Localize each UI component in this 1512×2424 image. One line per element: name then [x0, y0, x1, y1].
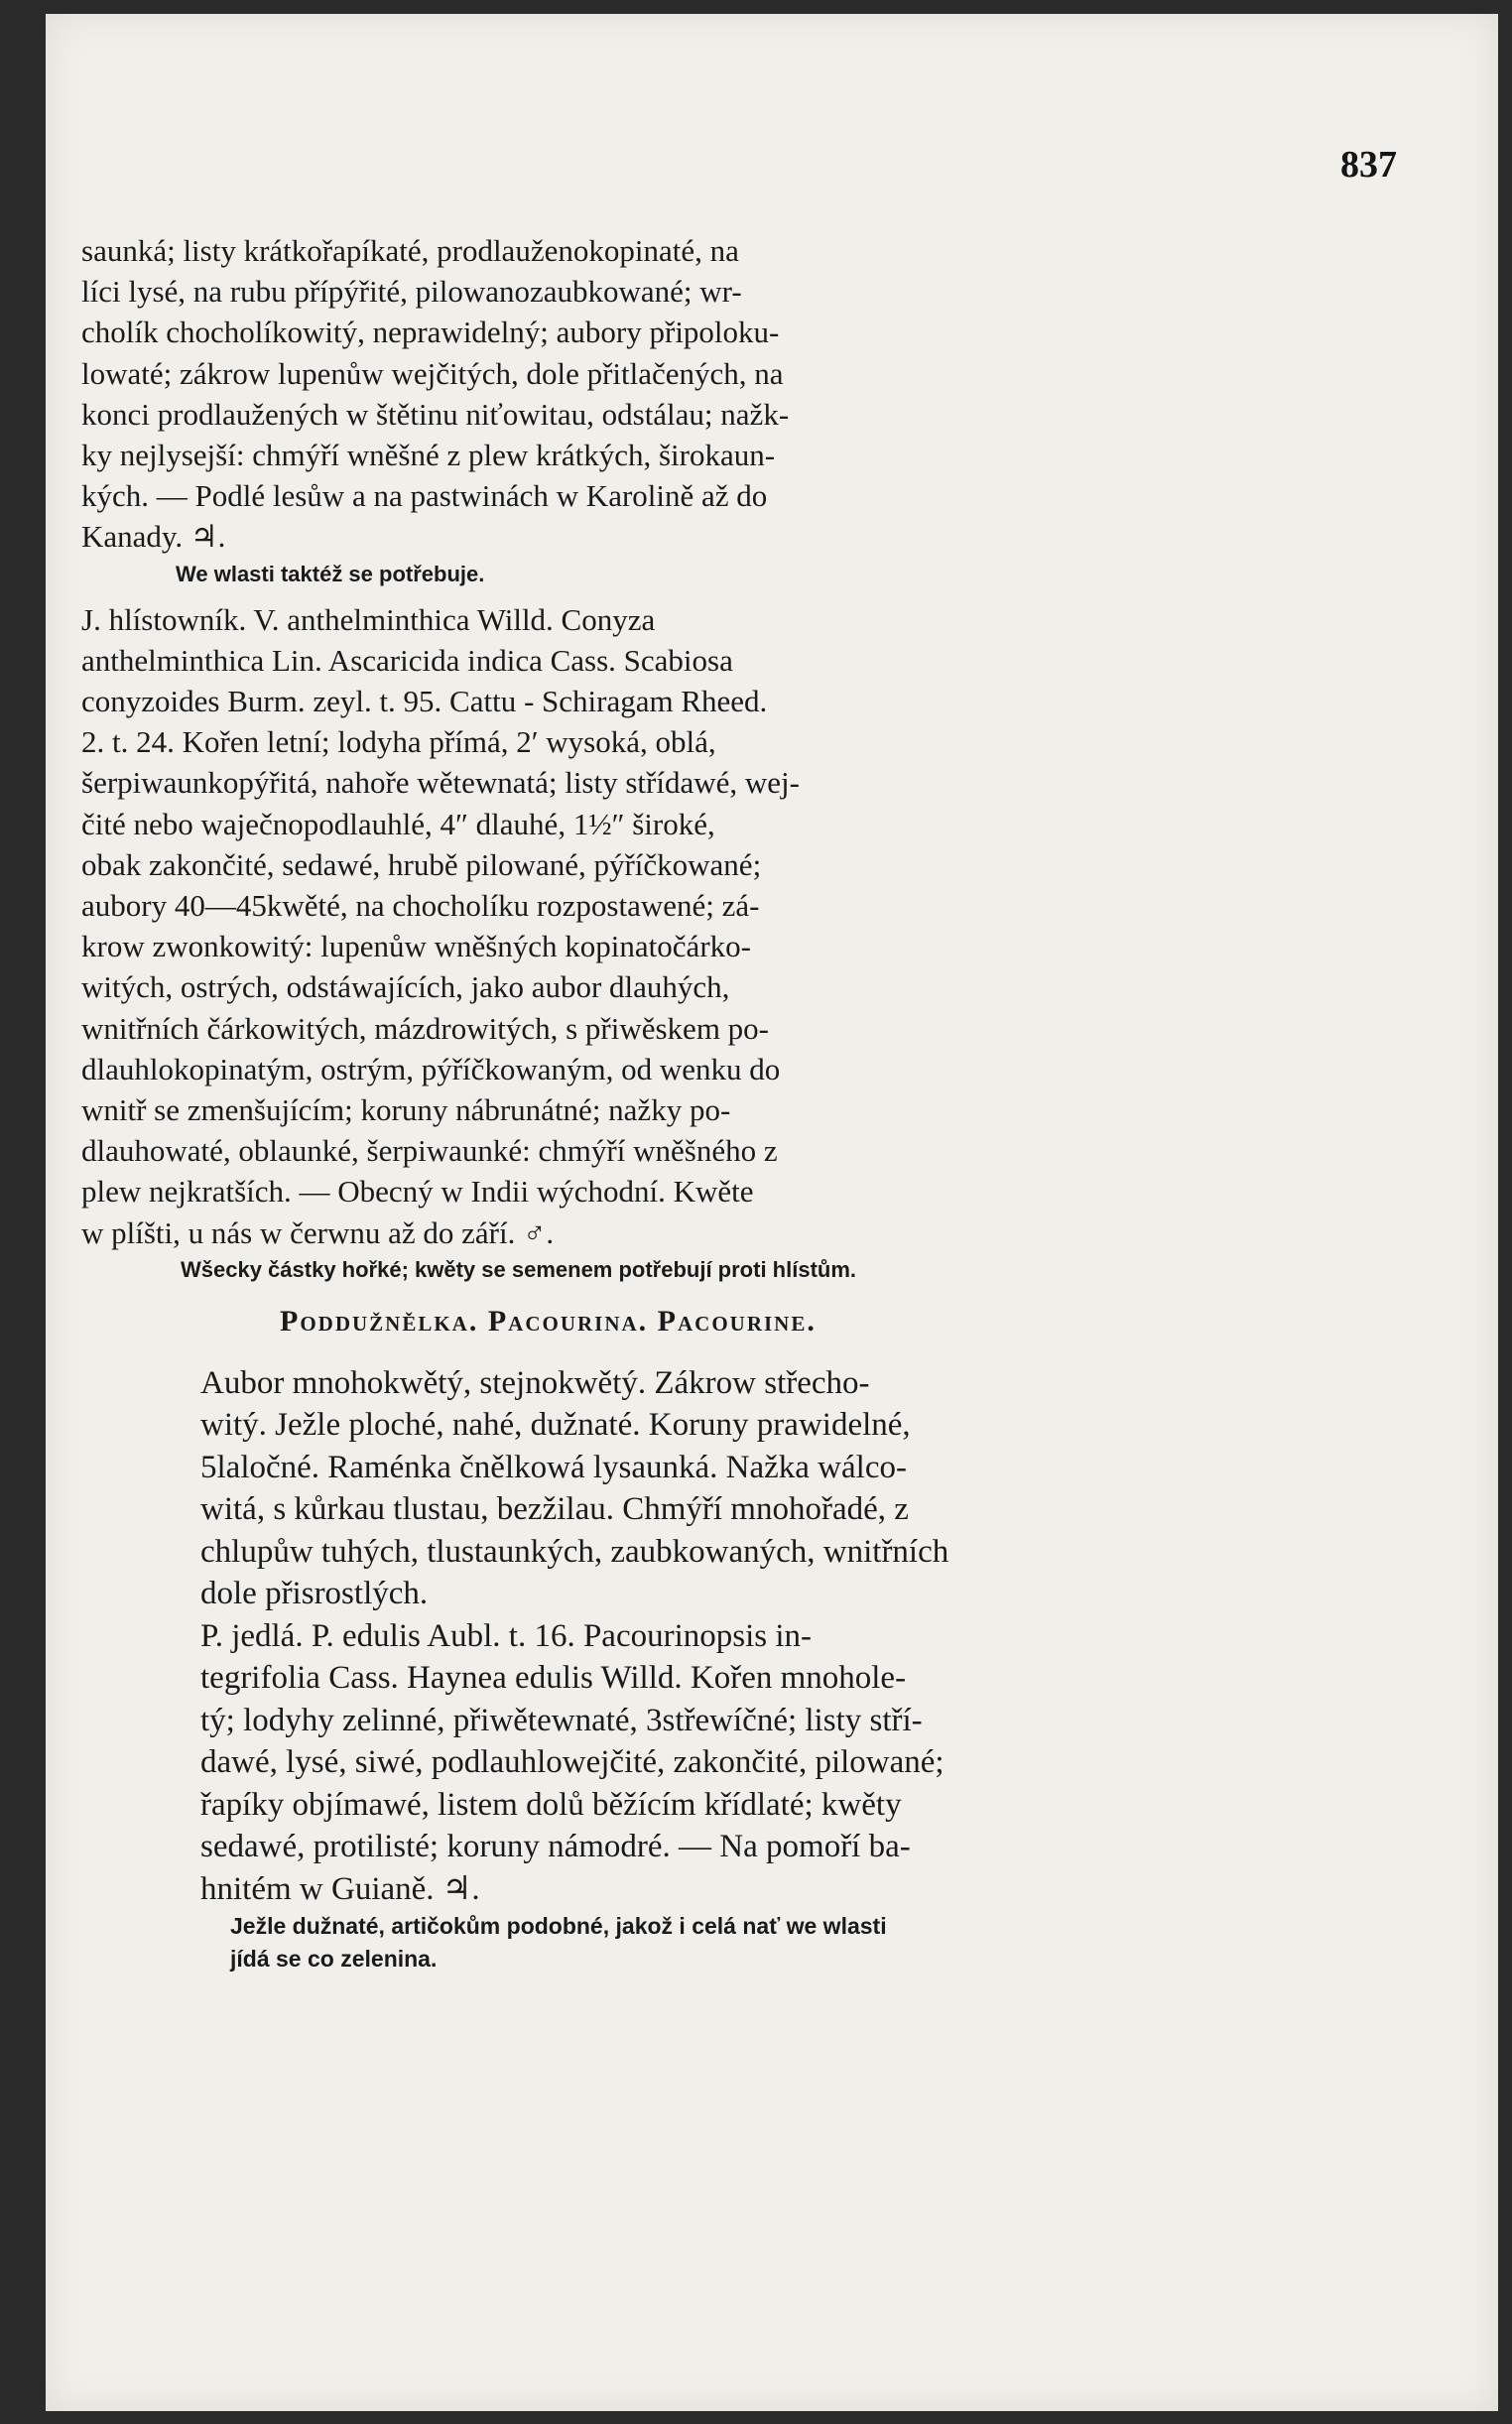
- text-line: wnitřních čárkowitých, mázdrowitých, s přiwěskem po-: [81, 1010, 770, 1046]
- text-line: saunká; listy krátkořapíkaté, prodlauženokopinaté, na: [81, 233, 739, 268]
- text-line: obak zakončité, sedawé, hrubě pilowané, pýříčkowané;: [81, 846, 762, 882]
- text-line: anthelminthica Lin. Ascaricida indica Cass. Scabiosa: [81, 642, 733, 678]
- text-line: witých, ostrých, odstáwajících, jako aubor dlauhých,: [81, 969, 730, 1005]
- text-line: řapíky objímawé, listem dolů běžícím křídlaté; kwěty: [200, 1786, 902, 1823]
- text-line: plew nejkratších. — Obecný w Indii wýchodní. Kwěte: [81, 1174, 754, 1210]
- genus-description: [81, 1362, 1212, 1615]
- section-heading: Poddužnělka. Pacourina. Pacourine.: [280, 1304, 817, 1338]
- text-line: P. jedlá. P. edulis Aubl. t. 16. Pacourinopsis in-: [200, 1617, 813, 1654]
- text-line: chlupůw tuhých, tlustaunkých, zaubkowaných, wnitřních: [200, 1533, 949, 1570]
- text-line: dawé, lysé, siwé, podlauhlowejčité, zakončité, pilowané;: [200, 1744, 945, 1781]
- text-line: krow zwonkowitý: lupenůw wněšných kopinatočárko-: [81, 929, 751, 964]
- usage-note-3: [81, 1910, 1212, 1976]
- usage-note-1: We wlasti taktéž se potřebuje.: [176, 561, 485, 586]
- book-page: [46, 14, 1498, 2411]
- text-line: čité nebo waječnopodlauhlé, 4″ dlauhé, 1½″ široké,: [81, 806, 715, 841]
- text-line: conyzoides Burm. zeyl. t. 95. Cattu - Schiragam Rheed.: [81, 684, 768, 719]
- text-line: tegrifolia Cass. Haynea edulis Willd. Kořen mnohole-: [200, 1660, 907, 1697]
- text-line: dlauhlokopinatým, ostrým, pýříčkowaným, od wenku do: [81, 1051, 781, 1086]
- text-line: šerpiwaunkopýřitá, nahoře wětewnatá; listy střídawé, wej-: [81, 765, 800, 801]
- text-line: jídá se co zelenina.: [230, 1946, 438, 1973]
- text-line: lowaté; zákrow lupenůw wejčitých, dole přitlačených, na: [81, 355, 784, 391]
- text-line: 5laločné. Raménka čnělkowá lysaunká. Nažka wálco-: [200, 1449, 907, 1485]
- species-description: [81, 1615, 1212, 1911]
- text-line: wnitř se zmenšujícím; koruny nábrunátné; nažky po-: [81, 1092, 731, 1128]
- text-line: líci lysé, na rubu přípýřité, pilowanozaubkowané; wr-: [81, 274, 742, 310]
- text-line: J. hlístowník. V. anthelminthica Willd. Conyza: [81, 601, 656, 637]
- text-line: 2. t. 24. Kořen letní; lodyha přímá, 2′ wysoká, oblá,: [81, 724, 716, 760]
- text-line: cholík chocholíkowitý, neprawidelný; aubory připoloku-: [81, 315, 780, 350]
- text-line: hnitém w Guianě. ♃.: [200, 1870, 480, 1907]
- text-line: sedawé, protilisté; koruny námodré. — Na pomoří ba-: [200, 1829, 911, 1865]
- text-line: dole přisrostlých.: [200, 1576, 429, 1612]
- text-line: kých. — Podlé lesůw a na pastwinách w Karolině až do: [81, 478, 768, 514]
- text-line: witá, s kůrkau tlustau, bezžilau. Chmýří mnohořadé, z: [200, 1491, 909, 1528]
- text-line: w plíšti, u nás w čerwnu až do září. ♂.: [81, 1214, 555, 1250]
- usage-note-2: Wšecky částky hořké; kwěty se semenem potřebují proti hlístům.: [181, 1256, 857, 1282]
- text-line: Aubor mnohokwětý, stejnokwětý. Zákrow střecho-: [200, 1364, 870, 1401]
- text-line: ky nejlysejší: chmýří wněšné z plew krátkých, širokaun-: [81, 438, 776, 473]
- text-line: dlauhowaté, oblaunké, šerpiwaunké: chmýří wněšného z: [81, 1133, 778, 1169]
- text-line: Kanady. ♃.: [81, 519, 226, 555]
- page-text: [81, 230, 1212, 1976]
- text-line: konci prodlaužených w štětinu niťowitau, odstálau; nažk-: [81, 396, 790, 432]
- text-line: witý. Ježle ploché, nahé, dužnaté. Koruny prawidelné,: [200, 1407, 911, 1444]
- text-line: aubory 40—45kwěté, na chocholíku rozpostawené; zá-: [81, 888, 760, 924]
- paragraph-1: [81, 230, 1212, 558]
- text-line: Ježle dužnaté, artičokům podobné, jakož i celá nať we wlasti: [230, 1913, 887, 1940]
- text-line: tý; lodyhy zelinné, přiwětewnaté, 3střewíčné; listy stří-: [200, 1702, 923, 1738]
- paragraph-2: [81, 599, 1212, 1253]
- page-number: 837: [1340, 144, 1397, 186]
